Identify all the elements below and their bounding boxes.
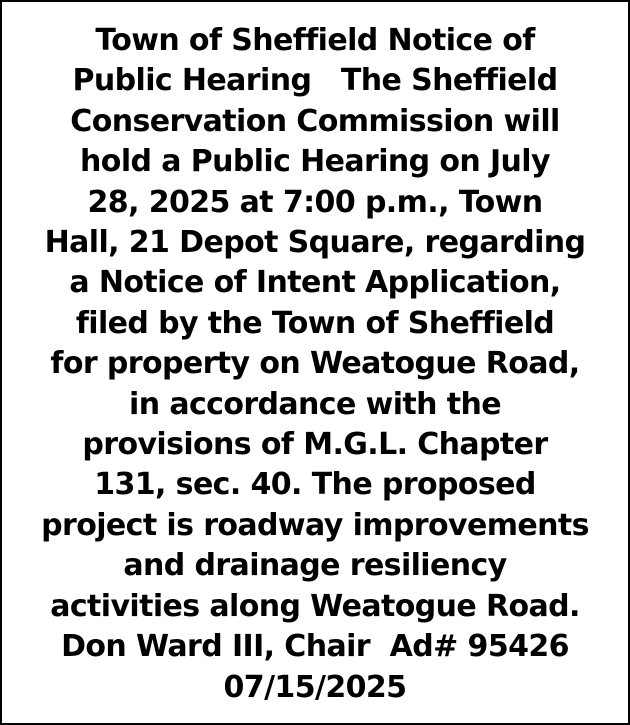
notice-body	[2, 21, 628, 708]
notice-line: and drainage resiliency	[123, 548, 507, 584]
notice-line: in accordance with the	[129, 386, 501, 422]
notice-line: 28, 2025 at 7:00 p.m., Town	[87, 184, 543, 220]
notice-line: a Notice of Intent Application,	[69, 265, 561, 301]
notice-line: hold a Public Hearing on July	[80, 144, 550, 180]
notice-line: Conservation Commission will	[70, 103, 560, 139]
notice-line: provisions of M.G.L. Chapter	[82, 427, 548, 463]
notice-line: Hall, 21 Depot Square, regarding	[44, 225, 586, 261]
notice-line: Don Ward III, Chair Ad# 95426	[61, 629, 569, 665]
notice-line: Town of Sheffield Notice of	[95, 23, 535, 58]
notice-line: Public Hearing The Sheffield	[72, 63, 558, 99]
notice-line: 131, sec. 40. The proposed	[94, 467, 536, 503]
notice-line: filed by the Town of Sheffield	[75, 305, 555, 341]
notice-date: 07/15/2025	[223, 669, 407, 705]
notice-line: project is roadway improvements	[41, 507, 589, 543]
notice-line: for property on Weatogue Road,	[50, 346, 580, 382]
notice-line: activities along Weatogue Road.	[50, 588, 580, 624]
